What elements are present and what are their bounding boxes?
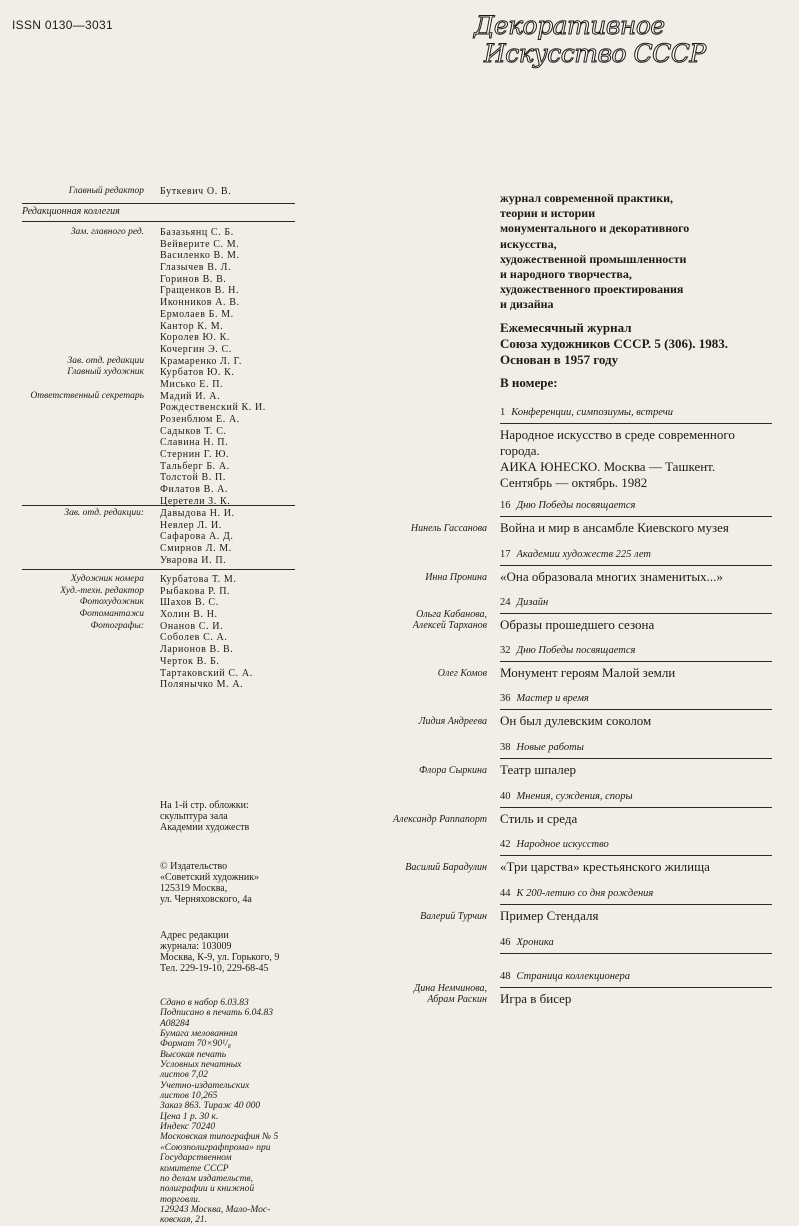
imprint-line: листов 7,02 [160,1070,208,1081]
toc-section [500,971,630,982]
imprint-line: Подписано в печать 6.04.83 [160,1008,274,1019]
monthly-line: Ежемесячный журнал [500,320,632,335]
toc-page-number: 40 [500,791,511,802]
role-label: Худ.-техн. редактор [60,585,144,596]
toc-divider [500,855,772,856]
staff-member-name: Рыбакова Р. П. [160,585,231,597]
staff-member-name: Холин В. Н. [160,609,218,621]
toc-divider [500,807,772,808]
staff-member-name: Тартаковский С. А. [160,667,253,679]
toc-article-title: Монумент героям Малой земли [500,665,676,680]
toc-section [500,937,554,948]
imprint-line: Высокая печать [160,1049,227,1060]
role-label: Фотомантажи [79,609,144,620]
board-member-name: Толстой В. П. [160,472,226,484]
contents-heading: В номере: [500,375,558,390]
cover-note-line: На 1-й стр. обложки: [160,800,249,811]
editorial-address [160,930,279,974]
imprint-line: Бумага мелованная [160,1029,238,1040]
publisher-line: ул. Черняховского, 4а [160,894,252,905]
journal-logo [470,12,780,68]
board-member-name: Крамаренко Л. Г. [160,355,242,367]
staff-member-name: Полянычко М. А. [160,679,244,691]
toc-page-number: 17 [500,549,511,560]
toc-article-title: Стиль и среда [500,811,578,826]
board-member-name: Ермолаев Б. М. [160,308,234,320]
imprint-line: по делам издательств, [160,1173,253,1184]
toc-section-label: Мнения, суждения, споры [516,791,633,802]
toc-author: Лидия Андреева [418,716,487,727]
toc-section-label: Дню Победы посвящается [516,500,636,511]
board-member-name: Мисько Е. П. [160,378,224,390]
toc-author: Алексей Тарханов [412,620,487,631]
issn-number: ISSN 0130—3031 [12,18,113,32]
toc-page-number: 24 [500,597,511,608]
toc-divider [500,565,772,566]
address-line: Москва, К-9, ул. Горького, 9 [160,952,280,963]
logo-line-1: Декоративное [474,11,665,40]
imprint-line: Условных печатных [160,1060,242,1071]
board-member-name: Тальберг Б. А. [160,460,230,472]
toc-divider [500,904,772,905]
toc-article-title: АИКА ЮНЕСКО. Москва — Ташкент. [500,459,716,474]
dept-member-name: Уварова И. П. [160,554,227,566]
monthly-line: Союза художников СССР. 5 (306). 1983. [500,336,729,351]
toc-author: Инна Пронина [425,572,487,583]
toc-article-title: Он был дулевским соколом [500,713,652,728]
imprint-line: Цена 1 р. 30 к. [160,1111,219,1122]
board-member-name: Кочергин Э. С. [160,343,232,355]
board-names [160,227,266,508]
imprint-line: Государственном [160,1153,232,1164]
description-line: и народного творчества, [500,267,632,282]
toc-article-title: «Три царства» крестьянского жилища [500,859,710,874]
toc-section [500,839,609,850]
description-line: художественной промышленности [500,251,687,266]
board-member-name: Королев Ю. К. [160,332,230,344]
description-line: и дизайна [500,297,554,312]
address-line: Тел. 229-19-10, 229-68-45 [160,963,269,974]
description-line: теории и истории [500,206,596,221]
toc-section [500,791,633,802]
address-line: Адрес редакции [160,930,229,941]
publisher-line: «Советский художник» [160,872,260,883]
toc-section [500,645,635,656]
toc-page-number: 38 [500,742,511,753]
dept-member-name: Давыдова Н. И. [160,508,235,519]
role-label: Главный художник [67,367,144,378]
toc-author: Олег Комов [437,668,487,679]
role-label: Ответственный секретарь [30,390,144,401]
toc-section [500,500,635,511]
toc-article-title: «Она образовала многих знаменитых...» [500,569,723,584]
board-member-name: Курбатов Ю. К. [160,367,235,379]
dept-member-name: Невлер Л. И. [160,519,222,531]
toc-page-number: 16 [500,500,511,511]
toc-page-number: 32 [500,645,511,656]
board-member-name: Церетели З. К. [160,495,231,507]
board-member-name: Филатов В. А. [160,484,229,496]
staff-names [160,574,253,691]
description-line: журнал современной практики, [500,191,674,205]
board-member-name: Мадий И. А. [160,390,221,402]
toc-article-title: Театр шпалер [500,762,577,777]
address-line: журнала: 103009 [160,941,232,952]
editor-name: Буткевич О. В. [160,186,232,197]
board-member-name: Иконников А. В. [160,297,240,309]
board-member-name: Гращенков В. Н. [160,285,240,297]
staff-member-name: Соболев С. А. [160,632,228,644]
board-member-name: Славина Н. П. [160,437,229,449]
toc-author: Нинель Гассанова [410,523,487,534]
imprint-line: Формат 70×90¹/₈ [160,1039,231,1050]
toc-section [500,742,584,753]
role-label: Зав. отд. редакции [67,355,144,366]
toc-page-number: 42 [500,839,511,850]
toc-page-number: 1 [500,407,506,418]
description-line: искусства, [500,236,557,251]
role-label: Зам. главного ред. [70,227,144,237]
toc-section-label: Конференции, симпозиумы, встречи [511,407,673,418]
toc-page-number: 46 [500,937,511,948]
toc-section-label: Академии художеств 225 лет [516,549,651,560]
imprint-line: ковская, 21. [160,1215,208,1226]
imprint-line: комитете СССР [160,1163,229,1174]
toc-divider [500,987,772,988]
staff-member-name: Черток В. Б. [160,655,220,667]
cover-note-line: Академии художеств [160,822,250,833]
publisher-info [160,861,259,905]
toc-author: Флора Сыркина [419,765,487,776]
toc-divider [500,709,772,710]
toc-author: Абрам Раскин [427,994,487,1005]
dept-role: Зав. отд. редакции: [64,508,144,518]
board-member-name: Базазьянц С. Б. [160,227,234,238]
toc-section [500,888,653,899]
toc-divider [500,516,772,517]
toc-section-label: Страница коллекционера [516,971,631,982]
staff-member-name: Онанов С. И. [160,620,224,632]
role-label: Фотохудожник [79,597,144,608]
divider [22,203,295,204]
toc-section-label: Мастер и время [516,693,589,704]
imprint-line: Московская типография № 5 [160,1132,279,1143]
toc-divider [500,953,772,954]
imprint-line: Сдано в набор 6.03.83 [160,998,249,1008]
imprint-line: торговли. [160,1194,201,1205]
toc-author: Василий Барадулин [405,862,487,873]
toc-article-title: Сентябрь — октябрь. 1982 [500,475,648,490]
toc-author: Ольга Кабанова, [416,609,487,620]
toc-section [500,407,673,418]
toc-section-label: К 200-летию со дня рождения [516,888,654,899]
staff-member-name: Ларионов В. В. [160,644,234,656]
toc-page-number: 36 [500,693,511,704]
divider [22,505,295,506]
logo-line-2: Искусство СССР [484,39,706,68]
toc-article-title: города. [500,443,540,458]
dept-member-name: Смирнов Л. М. [160,543,232,555]
role-label: Фотографы: [90,620,144,631]
imprint-info [160,998,278,1226]
toc-section-label: Народное искусство [516,839,609,850]
board-member-name: Садыков Т. С. [160,425,227,437]
toc-article-title: Игра в бисер [500,991,572,1006]
toc-article-title: Образы прошедшего сезона [500,617,655,632]
toc-article-title: Война и мир в ансамбле Киевского музея [500,520,729,535]
board-heading: Редакционная коллегия [22,206,120,217]
imprint-line: Индекс 70240 [160,1122,216,1133]
board-member-name: Рождественский К. И. [160,402,266,414]
imprint-line: Учетно-издательских [160,1080,250,1091]
board-member-name: Вейверите С. М. [160,238,240,250]
board-member-name: Горинов В. В. [160,273,227,285]
imprint-line: «Союзполиграфпрома» при [160,1142,271,1153]
imprint-line: полиграфии и книжной [160,1184,255,1195]
cover-note [160,800,249,833]
toc-page-number: 48 [500,971,511,982]
description-line: художественного проектирования [500,282,684,297]
cover-note-line: скульптура зала [160,811,228,822]
staff-member-name: Курбатова Т. М. [160,574,237,585]
divider [22,569,295,570]
description-line: монументального и декоративного [500,221,690,236]
role-label: Художник номера [70,574,144,584]
toc-section-label: Дизайн [516,597,549,608]
divider [22,221,295,222]
toc-section-label: Новые работы [516,742,584,753]
toc-author: Александр Раппапорт [393,814,487,825]
toc-article-title: Народное искусство в среде современного [500,427,735,442]
toc-section [500,693,589,704]
imprint-line: листов 10,265 [160,1091,218,1102]
imprint-line: 129243 Москва, Мало-Мос- [160,1204,271,1215]
board-member-name: Стернин Г. Ю. [160,449,230,461]
toc-divider [500,423,772,424]
monthly-line: Основан в 1957 году [500,352,619,367]
monthly-info [500,320,728,368]
board-member-name: Василенко В. М. [160,250,240,262]
editor-role: Главный редактор [68,186,144,196]
dept-names [160,508,235,566]
toc-section-label: Дню Победы посвящается [516,645,636,656]
toc-section [500,597,548,608]
imprint-line: Заказ 863. Тираж 40 000 [160,1101,261,1112]
toc-page-number: 44 [500,888,511,899]
dept-member-name: Сафарова А. Д. [160,531,234,543]
board-member-name: Розенблюм Е. А. [160,414,240,425]
board-member-name: Глазычев В. Л. [160,262,232,274]
board-member-name: Кантор К. М. [160,320,224,332]
imprint-line: А08284 [160,1018,190,1029]
publisher-line: © Издательство [160,861,228,872]
toc-author: Дина Немчинова, [413,983,487,994]
toc-section-label: Хроника [516,937,554,948]
toc-divider [500,661,772,662]
toc-author: Валерий Турчин [420,911,487,922]
toc-divider [500,758,772,759]
toc-divider [500,613,772,614]
publisher-line: 125319 Москва, [160,883,228,894]
staff-member-name: Шахов В. С. [160,597,219,609]
toc-section [500,549,651,560]
toc-article-title: Пример Стендаля [500,908,599,923]
journal-description [500,191,689,313]
